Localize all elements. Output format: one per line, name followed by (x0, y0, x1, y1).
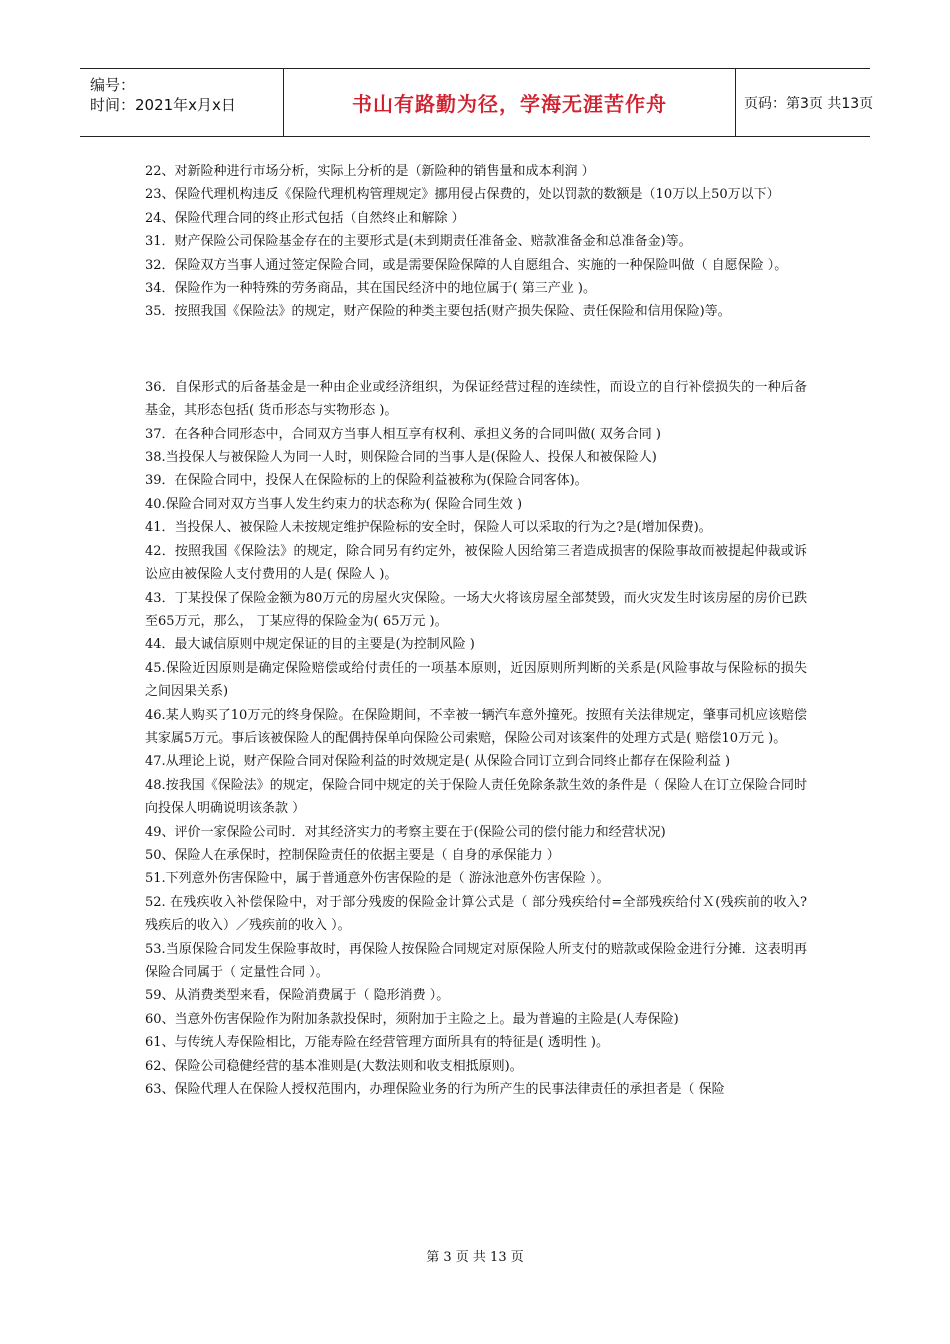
question-paragraph: 49、评价一家保险公司时．对其经济实力的考察主要在于(保险公司的偿付能力和经营状况) (145, 824, 666, 840)
question-paragraph: 63、保险代理人在保险人授权范围内，办理保险业务的行为所产生的民事法律责任的承担者是（ 保险 (145, 1082, 725, 1098)
question-paragraph: 22、对新险种进行市场分析，实际上分析的是（新险种的销售量和成本利润 ） (145, 164, 595, 179)
question-paragraph: 52. 在残疾收入补偿保险中，对于部分残废的保险金计算公式是（ 部分残疾给付=全部残疾给付Ｘ(残疾前的收入?残疾后的收入）／残疾前的收入 ）。 (145, 894, 807, 934)
header-meta (80, 69, 284, 136)
question-paragraph: 62、保险公司稳健经营的基本准则是(大数法则和收支相抵原则)。 (145, 1058, 523, 1074)
question-paragraph: 34．保险作为一种特殊的劳务商品，其在国民经济中的地位属于( 第三产业 )。 (145, 281, 596, 297)
question-paragraph: 45.保险近因原则是确定保险赔偿或给付责任的一项基本原则，近因原则所判断的关系是(风险事故与保险标的损失之间因果关系) (145, 660, 807, 700)
question-paragraph: 42．按照我国《保险法》的规定，除合同另有约定外，被保险人因给第三者造成损害的保险事故而被提起仲裁或诉讼应由被保险人支付费用的人是( 保险人 )。 (145, 543, 807, 583)
question-paragraph: 37．在各种合同形态中，合同双方当事人相互享有权利、承担义务的合同叫做( 双务合同 ) (145, 426, 661, 442)
header-motto-cell (284, 69, 736, 136)
question-paragraph: 39．在保险合同中，投保人在保险标的上的保险利益被称为(保险合同客体)。 (145, 473, 588, 489)
question-paragraph: 60、当意外伤害保险作为附加条款投保时，须附加于主险之上。最为普遍的主险是(人寿保险) (145, 1011, 679, 1027)
page-header (80, 68, 874, 137)
question-paragraph: 32．保险双方当事人通过签定保险合同，或是需要保险保障的人自愿组合、实施的一种保险叫做（ 自愿保险 ）。 (145, 257, 788, 273)
question-paragraph: 43．丁某投保了保险金额为80万元的房屋火灾保险。一场大火将该房屋全部焚毁，而火灾发生时该房屋的房价已跌至65万元，那么， 丁某应得的保险金为( 65万元 )。 (145, 590, 807, 629)
time-label: 时间：2021年x月x日 (90, 96, 236, 114)
question-paragraph: 47.从理论上说，财产保险合同对保险利益的时效规定是( 从保险合同订立到合同终止都存在保险利益 ) (145, 754, 731, 770)
question-paragraph: 41．当投保人、被保险人未按规定维护保险标的安全时，保险人可以采取的行为之?是(增加保费)。 (145, 520, 712, 536)
question-paragraph: 50、保险人在承保时，控制保险责任的依据主要是（ 自身的承保能力 ） (145, 847, 560, 863)
question-paragraph: 48.按我国《保险法》的规定，保险合同中规定的关于保险人责任免除条款生效的条件是（ 保险人在订立保险合同时向投保人明确说明该条款 ） (145, 777, 807, 817)
question-paragraph: 59、从消费类型来看，保险消费属于（ 隐形消费 ）。 (145, 988, 450, 1004)
question-paragraph: 51.下列意外伤害保险中，属于普通意外伤害保险的是（ 游泳池意外伤害保险 ）。 (145, 871, 610, 887)
question-paragraph: 44．最大诚信原则中规定保证的目的主要是(为控制风险 ) (145, 637, 475, 653)
question-paragraph: 40.保险合同对双方当事人发生约束力的状态称为( 保险合同生效 ) (145, 496, 523, 512)
paragraph-gap (145, 340, 807, 360)
question-paragraph: 53.当原保险合同发生保险事故时，再保险人按保险合同规定对原保险人所支付的赔款或保险金进行分摊．这表明再保险合同属于（ 定量性合同 ）。 (145, 941, 807, 980)
page-footer: 第 3 页 共 13 页 (426, 1250, 524, 1265)
question-paragraph: 31．财产保险公司保险基金存在的主要形式是(未到期责任准备金、赔款准备金和总准备金)等。 (145, 234, 692, 250)
question-paragraph: 35．按照我国《保险法》的规定，财产保险的种类主要包括(财产损失保险、责任保险和信用保险)等。 (145, 304, 731, 320)
question-paragraph: 36．自保形式的后备基金是一种由企业或经济组织，为保证经营过程的连续性，而设立的自行补偿损失的一种后备基金，其形态包括( 货币形态与实物形态 )。 (145, 379, 807, 419)
question-paragraph: 61、与传统人寿保险相比，万能寿险在经营管理方面所具有的特征是( 透明性 )。 (145, 1035, 609, 1051)
question-paragraph: 23、保险代理机构违反《保险代理机构管理规定》挪用侵占保费的，处以罚款的数额是（10万以上50万以下） (145, 187, 780, 203)
question-paragraph: 24、保险代理合同的终止形式包括（自然终止和解除 ） (145, 210, 465, 226)
number-label: 编号： (90, 76, 136, 94)
question-paragraph: 38.当投保人与被保险人为同一人时，则保险合同的当事人是(保险人、投保人和被保险人) (145, 450, 657, 466)
page-info: 页码：第3页 共13页 (744, 95, 874, 112)
header-page-cell (736, 69, 874, 136)
document-body (145, 160, 807, 1101)
question-paragraph: 46.某人购买了10万元的终身保险。在保险期间，不幸被一辆汽车意外撞死。按照有关法律规定，肇事司机应该赔偿其家属5万元。事后该被保险人的配偶持保单向保险公司索赔，保险公司对该案件的处理方式是( 赔偿10万元 )。 (145, 707, 807, 746)
motto: 书山有路勤为径，学海无涯苦作舟 (352, 92, 667, 116)
